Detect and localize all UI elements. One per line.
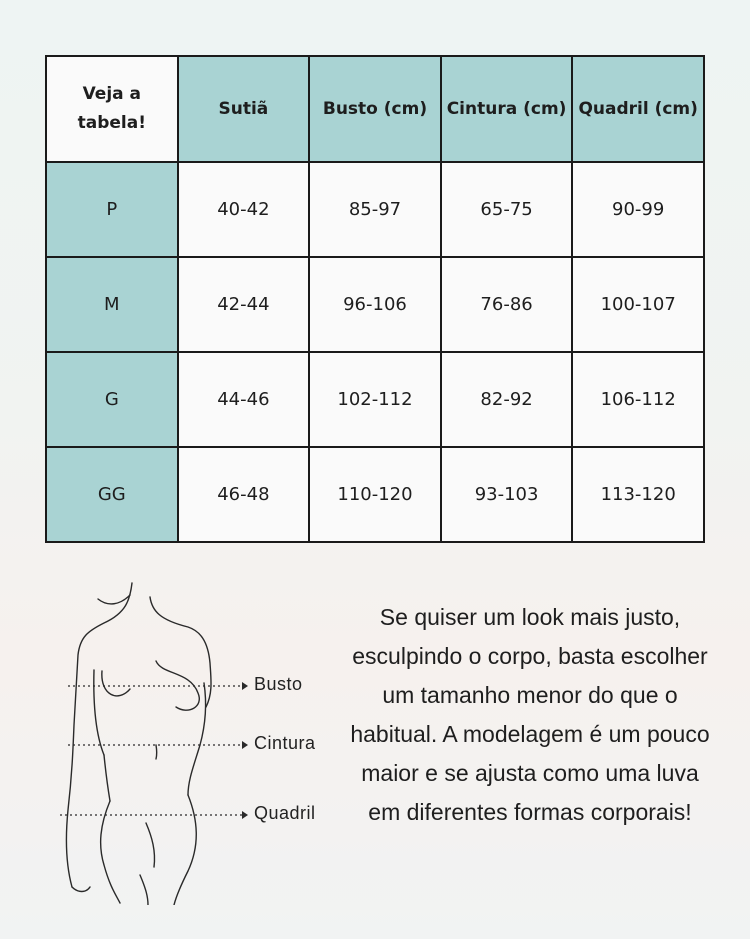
- table-cell: 113-120: [572, 447, 704, 542]
- table-header-row: [46, 56, 704, 162]
- header-busto: Busto (cm): [309, 56, 441, 162]
- table-cell: 40-42: [178, 162, 310, 257]
- size-label: G: [46, 352, 178, 447]
- table-cell: 42-44: [178, 257, 310, 352]
- header-sutia: Sutiã: [178, 56, 310, 162]
- table-cell: 96-106: [309, 257, 441, 352]
- table-cell: 46-48: [178, 447, 310, 542]
- hip-label: Quadril: [254, 803, 316, 823]
- table-cell: 76-86: [441, 257, 573, 352]
- size-table: [45, 55, 705, 543]
- fit-note: Se quiser um look mais justo, esculpindo o corpo, basta escolher um tamanho menor do que o habitual. A modelagem é um pouco maior e se ajusta como uma luva em diferentes formas corporais!: [350, 604, 710, 825]
- waist-label: Cintura: [254, 733, 316, 753]
- table-cell: 85-97: [309, 162, 441, 257]
- table-cell: 106-112: [572, 352, 704, 447]
- table-cell: 82-92: [441, 352, 573, 447]
- table-cell: 100-107: [572, 257, 704, 352]
- table-row: [46, 352, 704, 447]
- table-cell: 65-75: [441, 162, 573, 257]
- table-row: [46, 257, 704, 352]
- size-label: M: [46, 257, 178, 352]
- table-row: [46, 447, 704, 542]
- header-cintura: Cintura (cm): [441, 56, 573, 162]
- header-quadril: Quadril (cm): [572, 56, 704, 162]
- table-cell: 102-112: [309, 352, 441, 447]
- header-corner: Veja a tabela!: [46, 56, 178, 162]
- table-row: [46, 162, 704, 257]
- table-cell: 110-120: [309, 447, 441, 542]
- size-label: P: [46, 162, 178, 257]
- table-cell: 44-46: [178, 352, 310, 447]
- body-figure: [60, 575, 350, 905]
- table-cell: 93-103: [441, 447, 573, 542]
- table-cell: 90-99: [572, 162, 704, 257]
- bust-label: Busto: [254, 674, 303, 694]
- size-label: GG: [46, 447, 178, 542]
